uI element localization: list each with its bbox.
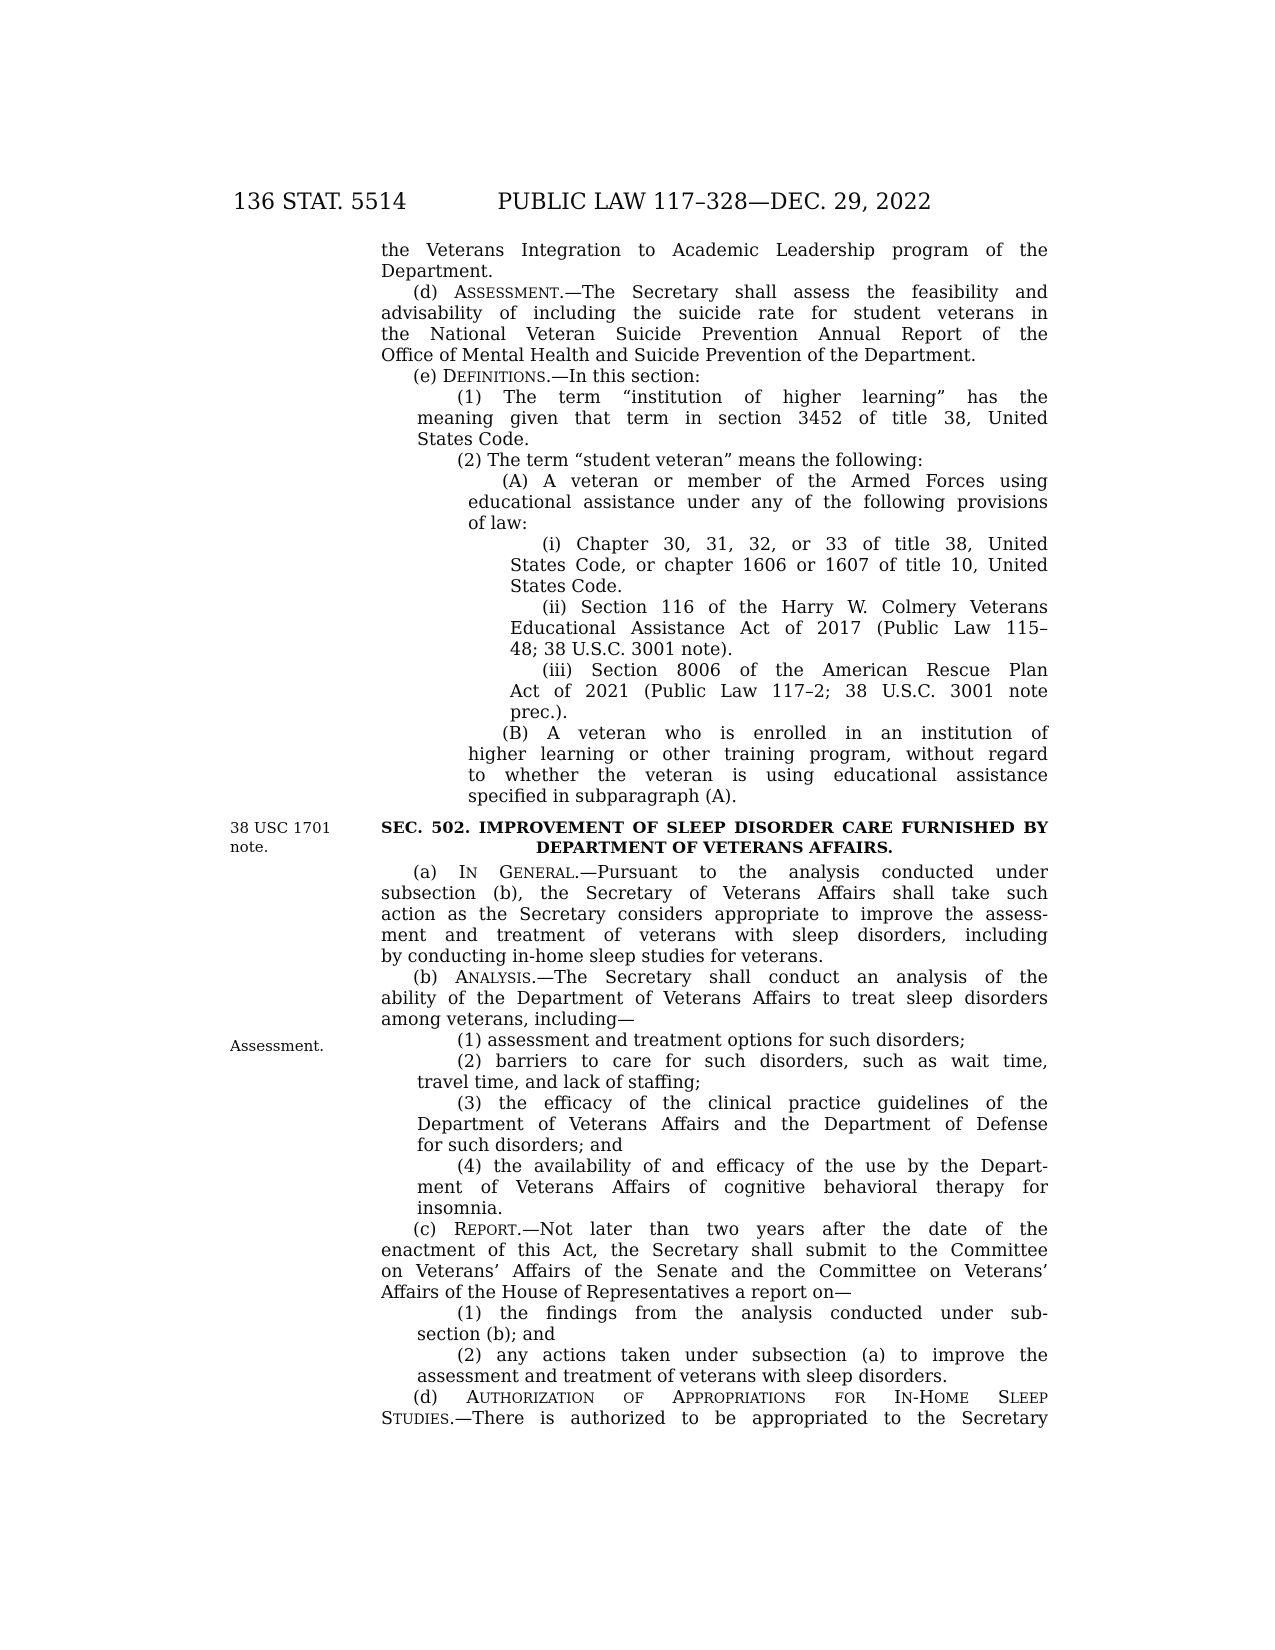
text-segment: ment and treatment of veterans with sleep disorders, including (381, 926, 1048, 946)
text-line (381, 703, 1048, 724)
text-line (381, 346, 1048, 367)
text-line (381, 1325, 1048, 1346)
text-segment: higher learning or other training program, without regard (468, 745, 1048, 765)
text-segment: S (381, 1409, 393, 1429)
margin-note-usc (230, 819, 370, 857)
text-line (381, 262, 1048, 283)
text-line (381, 787, 1048, 808)
text-segment: travel time, and lack of staffing; (417, 1073, 701, 1093)
text-segment: meaning given that term in section 3452 of title 38, United (417, 409, 1048, 429)
text-line (381, 241, 1048, 262)
text-line (381, 1178, 1048, 1199)
text-segment: assessment and treatment of veterans with sleep disorders. (417, 1367, 948, 1387)
text-segment: section (b); and (417, 1325, 556, 1345)
text-line (381, 1073, 1048, 1094)
text-line (381, 1409, 1048, 1430)
text-segment: .—Pursuant to the analysis conducted under (574, 863, 1048, 883)
section-heading (381, 818, 1048, 858)
text-segment: (B) A veteran who is enrolled in an institution of (502, 724, 1048, 744)
small-caps-text: FOR (834, 1391, 866, 1407)
text-segment: (i) Chapter 30, 31, 32, or 33 of title 38, United (542, 535, 1048, 555)
text-segment: (1) the findings from the analysis conducted under sub- (457, 1304, 1048, 1324)
text-line (381, 1136, 1048, 1157)
text-segment: States Code, or chapter 1606 or 1607 of title 10, United (510, 556, 1048, 576)
text-line (381, 493, 1048, 514)
text-segment: enactment of this Act, the Secretary shall submit to the Committee (381, 1241, 1048, 1261)
text-segment: action as the Secretary considers appropriate to improve the assess- (381, 905, 1048, 925)
text-segment: (iii) Section 8006 of the American Rescue Plan (542, 661, 1048, 681)
small-caps-text: SSESSMENT (467, 286, 559, 302)
text-line (381, 1094, 1048, 1115)
text-line (381, 430, 1048, 451)
text-segment: insomnia. (417, 1199, 503, 1219)
text-segment: (d) A (413, 283, 468, 303)
text-segment: Office of Mental Health and Suicide Prevention of the Department. (381, 346, 977, 366)
text-segment: on Veterans’ Affairs of the Senate and the Committee on Veterans’ (381, 1262, 1048, 1282)
text-segment: (a) I (413, 863, 466, 883)
body-part-1 (381, 241, 1048, 808)
text-segment: (b) A (413, 968, 469, 988)
text-segment: Department. (381, 262, 494, 282)
text-segment: .—In this section: (545, 367, 701, 387)
text-segment: (ii) Section 116 of the Harry W. Colmery Veterans (542, 598, 1048, 618)
text-line (381, 1199, 1048, 1220)
text-segment: of law: (468, 514, 528, 534)
text-segment: 48; 38 U.S.C. 3001 note). (510, 640, 733, 660)
text-segment: Act of 2021 (Public Law 117–2; 38 U.S.C. 3001 note (510, 682, 1048, 702)
text-segment: A (643, 1388, 686, 1408)
text-line (381, 745, 1048, 766)
text-segment: (c) R (413, 1220, 468, 1240)
small-caps-text: EPORT (467, 1223, 517, 1239)
text-line (381, 766, 1048, 787)
text-segment: advisability of including the suicide rate for student veterans in (381, 304, 1048, 324)
header-stat-number: 136 STAT. 5514 (233, 190, 407, 215)
text-segment: (A) A veteran or member of the Armed Forces using (502, 472, 1048, 492)
text-segment: (e) D (413, 367, 457, 387)
text-line (381, 325, 1048, 346)
text-line (381, 661, 1048, 682)
text-segment: I (865, 1388, 901, 1408)
text-line (381, 947, 1048, 968)
small-caps-text: OF (623, 1391, 644, 1407)
text-line (381, 556, 1048, 577)
text-segment: (1) The term “institution of higher learning” has the (457, 388, 1048, 408)
text-line (381, 1346, 1048, 1367)
text-line (381, 724, 1048, 745)
text-segment: to whether the veteran is using educational assistance (468, 766, 1048, 786)
text-line (381, 409, 1048, 430)
text-segment: Affairs of the House of Representatives a report on— (381, 1283, 852, 1303)
small-caps-text: TUDIES (393, 1412, 450, 1428)
text-line (381, 989, 1048, 1010)
text-line (381, 1031, 1048, 1052)
text-segment: (2) any actions taken under subsection (a) to improve the (457, 1346, 1048, 1366)
margin-note-line: Assessment. (230, 1037, 325, 1055)
text-segment: .—The Secretary shall conduct an analysis of the (531, 968, 1048, 988)
text-segment: the National Veteran Suicide Prevention Annual Report of the (381, 325, 1048, 345)
text-segment: Educational Assistance Act of 2017 (Public Law 115– (510, 619, 1048, 639)
text-line (381, 1304, 1048, 1325)
text-line (381, 514, 1048, 535)
text-segment: States Code. (510, 577, 623, 597)
text-segment: ment of Veterans Affairs of cognitive behavioral therapy for (417, 1178, 1048, 1198)
text-line (381, 472, 1048, 493)
text-segment (595, 1388, 624, 1408)
small-caps-text: ENERAL (513, 866, 575, 882)
text-line (381, 619, 1048, 640)
text-segment: .—Not later than two years after the date of the (516, 1220, 1048, 1240)
header-law-title: PUBLIC LAW 117–328—DEC. 29, 2022 (497, 190, 932, 215)
small-caps-text: EFINITIONS (456, 370, 546, 386)
text-line (381, 682, 1048, 703)
text-segment: the Veterans Integration to Academic Leadership program of the (381, 241, 1048, 261)
text-segment: prec.). (510, 703, 568, 723)
text-segment: (2) The term “student veteran” means the following: (457, 451, 924, 471)
text-line (381, 1367, 1048, 1388)
text-line (381, 926, 1048, 947)
small-caps-text: LEEP (1009, 1391, 1048, 1407)
text-segment: (3) the efficacy of the clinical practice guidelines of the (457, 1094, 1048, 1114)
text-line (381, 535, 1048, 556)
text-segment: .—The Secretary shall assess the feasibility and (558, 283, 1048, 303)
text-line (381, 304, 1048, 325)
text-segment: Department of Veterans Affairs and the Department of Defense (417, 1115, 1048, 1135)
text-segment: by conducting in-home sleep studies for veterans. (381, 947, 824, 967)
text-line (381, 1262, 1048, 1283)
text-segment: States Code. (417, 430, 530, 450)
text-segment: G (477, 863, 514, 883)
text-segment: ability of the Department of Veterans Affairs to treat sleep disorders (381, 989, 1048, 1009)
text-segment: specified in subparagraph (A). (468, 787, 737, 807)
small-caps-text: NALYSIS (468, 971, 532, 987)
margin-note-assessment (230, 1037, 370, 1056)
small-caps-text: UTHORIZATION (479, 1391, 595, 1407)
text-segment: (4) the availability of and efficacy of the use by the Depart- (457, 1157, 1048, 1177)
body-column (381, 241, 1048, 1430)
text-line (381, 1010, 1048, 1031)
text-line (381, 863, 1048, 884)
text-segment: -H (912, 1388, 935, 1408)
small-caps-text: OME (934, 1391, 970, 1407)
text-line (381, 1115, 1048, 1136)
text-line (381, 1220, 1048, 1241)
text-line (381, 598, 1048, 619)
text-line (381, 451, 1048, 472)
body-part-2 (381, 863, 1048, 1430)
text-segment: S (969, 1388, 1010, 1408)
small-caps-text: N (900, 1391, 913, 1407)
text-line (381, 1388, 1048, 1409)
text-line (381, 577, 1048, 598)
text-line (381, 968, 1048, 989)
text-line (381, 367, 1048, 388)
text-line (381, 905, 1048, 926)
section-heading-line1: SEC. 502. IMPROVEMENT OF SLEEP DISORDER CARE FURNISHED BY (381, 818, 1048, 837)
section-heading-line2: DEPARTMENT OF VETERANS AFFAIRS. (535, 838, 894, 857)
text-segment: (1) assessment and treatment options for such disorders; (457, 1031, 966, 1051)
text-line (381, 283, 1048, 304)
text-segment (806, 1388, 835, 1408)
small-caps-text: N (465, 866, 478, 882)
text-segment: subsection (b), the Secretary of Veterans Affairs shall take such (381, 884, 1048, 904)
small-caps-text: PPROPRIATIONS (685, 1391, 806, 1407)
text-segment: .—There is authorized to be appropriated to the Secretary (449, 1409, 1048, 1429)
text-line (381, 640, 1048, 661)
text-line (381, 1157, 1048, 1178)
text-segment: (2) barriers to care for such disorders, such as wait time, (457, 1052, 1048, 1072)
text-segment: among veterans, including— (381, 1010, 635, 1030)
text-segment: educational assistance under any of the following provisions (468, 493, 1048, 513)
text-line (381, 884, 1048, 905)
text-line (381, 388, 1048, 409)
margin-note-line: note. (230, 838, 269, 856)
margin-note-line: 38 USC 1701 (230, 819, 332, 837)
text-line (381, 1283, 1048, 1304)
text-segment: (d) A (413, 1388, 480, 1408)
text-line (381, 1241, 1048, 1262)
text-line (381, 1052, 1048, 1073)
text-segment: for such disorders; and (417, 1136, 623, 1156)
